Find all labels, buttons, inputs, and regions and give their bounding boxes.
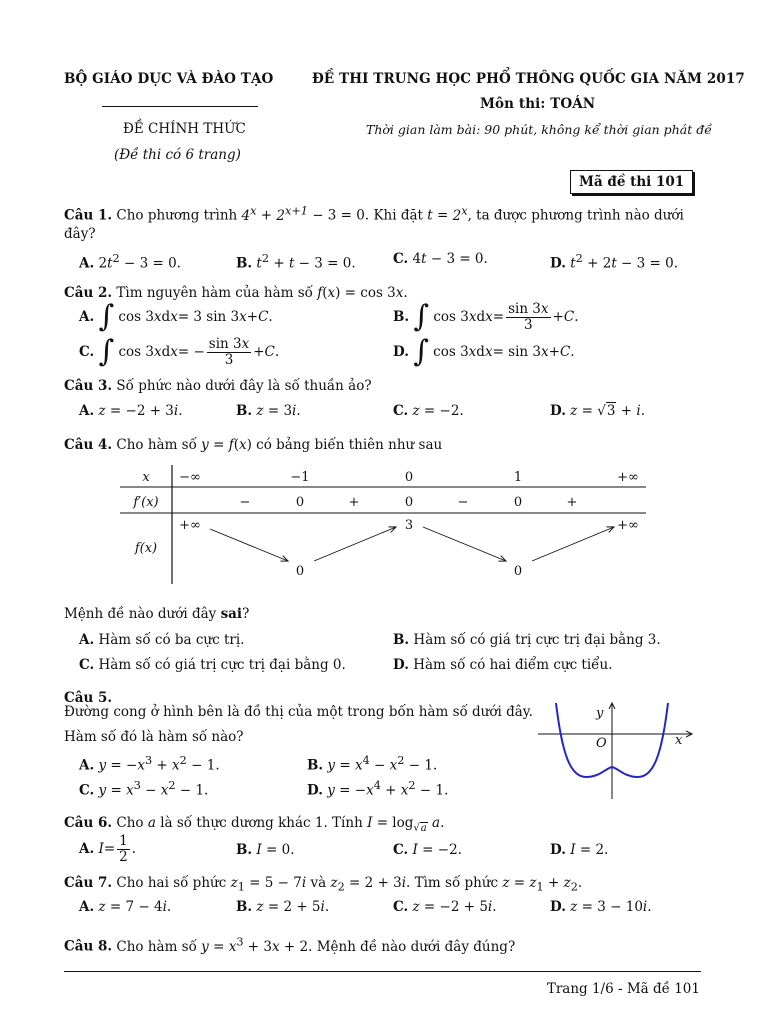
pages-note: (Đề thi có 6 trang)	[114, 147, 241, 163]
table-arrow-down	[210, 529, 288, 561]
table-f-value: +∞	[617, 518, 639, 533]
question-2-option-a[interactable]: A. ∫ cos 3 x d x = 3 sin 3 x + C .	[79, 299, 273, 334]
question-6-text: Cho a là số thực dương khác 1. Tính $I = \log_{√a} a$.	[116, 815, 445, 834]
table-sign: 0	[295, 495, 305, 510]
header-divider	[102, 106, 258, 107]
table-f-value: 3	[404, 518, 414, 533]
table-f-value: 0	[295, 564, 305, 579]
table-sign: +	[566, 495, 578, 510]
table-arrow-down	[423, 527, 506, 561]
question-5-text-line2: Hàm số đó là hàm số nào?	[64, 729, 244, 745]
question-6-option-c[interactable]: C. I = −2.	[393, 842, 462, 858]
table-sign: 0	[404, 495, 414, 510]
question-5-option-b[interactable]: B. $y = x^4 - x^2 - 1$.	[307, 754, 438, 774]
question-1	[64, 202, 684, 225]
table-x-value: +∞	[617, 470, 639, 485]
question-4	[64, 436, 442, 454]
question-3-label: Câu 3.	[64, 378, 113, 394]
page-footer: Trang 1/6 - Mã đề 101	[546, 981, 700, 997]
table-x-value: 1	[513, 470, 523, 485]
question-4-option-c[interactable]: C. Hàm số có giá trị cực trị đại bằng 0.	[79, 657, 346, 673]
question-2-option-c[interactable]: C. ∫ cos 3 x d x = − $\frac{\sin 3x}{3}$ + C .	[79, 334, 280, 369]
question-1-option-d[interactable]: D. $t^2 + 2t - 3 = 0$.	[550, 252, 679, 272]
question-8	[64, 933, 515, 956]
question-7-option-a[interactable]: A. z = 7 − 4i.	[79, 899, 172, 915]
exam-code-box: Mã đề thi 101	[570, 170, 693, 194]
question-1-text-line2: đây?	[64, 226, 96, 242]
exam-title: ĐỀ THI TRUNG HỌC PHỔ THÔNG QUỐC GIA NĂM 2017	[312, 71, 745, 87]
table-sign: −	[239, 495, 251, 510]
table-sign: −	[457, 495, 469, 510]
question-4-label: Câu 4.	[64, 437, 113, 453]
question-4-option-a[interactable]: A. Hàm số có ba cực trị.	[79, 632, 245, 648]
question-1-option-b[interactable]: B. $t^2 + t - 3 = 0$.	[236, 252, 356, 272]
question-7-option-d[interactable]: D. z = 3 − 10i.	[550, 899, 652, 915]
official-label: ĐỀ CHÍNH THỨC	[123, 121, 246, 137]
question-2-option-b[interactable]: B. ∫ cos 3 x d x = $\frac{\sin 3x}{3}$ + C .	[393, 299, 579, 334]
question-1-label: Câu 1.	[64, 207, 113, 224]
question-7-label: Câu 7.	[64, 875, 113, 891]
ministry-name: BỘ GIÁO DỤC VÀ ĐÀO TẠO	[64, 71, 274, 87]
table-fp-label: f′(x)	[133, 495, 159, 510]
question-4-option-d[interactable]: D. Hàm số có hai điểm cực tiểu.	[393, 657, 613, 673]
question-6-option-d[interactable]: D. I = 2.	[550, 842, 609, 858]
question-6-option-b[interactable]: B. I = 0.	[236, 842, 295, 858]
question-4-text: Cho hàm số y = f(x) có bảng biến thiên như sau	[116, 437, 443, 453]
footer-divider	[64, 971, 701, 972]
question-5-option-d[interactable]: D. $y = -x^4 + x^2 - 1$.	[307, 779, 449, 799]
subject-line: Môn thi: TOÁN	[480, 96, 596, 112]
question-2-text: Tìm nguyên hàm của hàm số f(x) = cos 3x.	[116, 285, 408, 301]
table-x-label: x	[142, 470, 150, 485]
question-3	[64, 377, 372, 395]
question-1-option-c[interactable]: C. 4t − 3 = 0.	[393, 251, 488, 267]
question-4-option-b[interactable]: B. Hàm số có giá trị cực trị đại bằng 3.	[393, 632, 661, 648]
graph-y-label: y	[596, 706, 604, 721]
table-f-value: +∞	[179, 518, 201, 533]
question-5-label: Câu 5.	[64, 690, 113, 706]
question-3-option-d[interactable]: D. z = √3 + i.	[550, 403, 645, 419]
question-6-option-a[interactable]: A. I = $\frac{1}{2}$ .	[79, 832, 137, 865]
question-4-prompt: Mệnh đề nào dưới đây sai?	[64, 606, 250, 622]
question-2-option-d[interactable]: D. ∫ cos 3 x d x = sin 3 x + C .	[393, 334, 575, 369]
graph-origin-label: O	[596, 736, 607, 751]
question-3-text: Số phức nào dưới đây là số thuần ảo?	[116, 378, 372, 394]
table-sign: +	[348, 495, 360, 510]
question-8-label: Câu 8.	[64, 938, 113, 955]
question-6-label: Câu 6.	[64, 815, 113, 831]
table-f-value: 0	[513, 564, 523, 579]
table-x-value: −∞	[179, 470, 201, 485]
time-note: Thời gian làm bài: 90 phút, không kể thời gian phát đề	[366, 122, 712, 137]
question-7-option-b[interactable]: B. z = 2 + 5i.	[236, 899, 330, 915]
question-3-option-b[interactable]: B. z = 3i.	[236, 403, 301, 419]
graph-x-label: x	[675, 733, 683, 748]
question-1-text: Cho phương trình $4^x + 2^{x+1} - 3 = 0$. Khi đặt $t = 2^x$, ta được phương trình nào dưới	[116, 204, 684, 224]
question-8-text: Cho hàm số $y = x^3 + 3x + 2$. Mệnh đề nào dưới đây đúng?	[116, 935, 516, 955]
question-1-option-a[interactable]: A. $2t^2 - 3 = 0$.	[79, 252, 181, 272]
function-graph	[536, 701, 696, 801]
question-2-label: Câu 2.	[64, 285, 113, 301]
question-7-text: Cho hai số phức $z_1 = 5 - 7i$ và $z_2 = 2 + 3i$. Tìm số phức $z = z_1 + z_2$.	[116, 875, 583, 894]
question-5-option-a[interactable]: A. $y = -x^3 + x^2 - 1$.	[79, 754, 220, 774]
question-7	[64, 874, 582, 897]
table-sign: 0	[513, 495, 523, 510]
table-f-label: f(x)	[134, 541, 158, 556]
table-arrow-up	[314, 527, 396, 561]
question-3-option-a[interactable]: A. z = −2 + 3i.	[79, 403, 183, 419]
question-3-option-c[interactable]: C. z = −2.	[393, 403, 464, 419]
question-7-option-c[interactable]: C. z = −2 + 5i.	[393, 899, 497, 915]
question-5-text: Đường cong ở hình bên là đồ thị của một trong bốn hàm số dưới đây.	[64, 704, 533, 720]
question-5-option-c[interactable]: C. $y = x^3 - x^2 - 1$.	[79, 779, 209, 799]
table-arrow-up	[532, 527, 614, 561]
table-x-value: 0	[404, 470, 414, 485]
variation-table	[120, 463, 648, 587]
table-x-value: −1	[290, 470, 310, 485]
question-2	[64, 284, 408, 302]
